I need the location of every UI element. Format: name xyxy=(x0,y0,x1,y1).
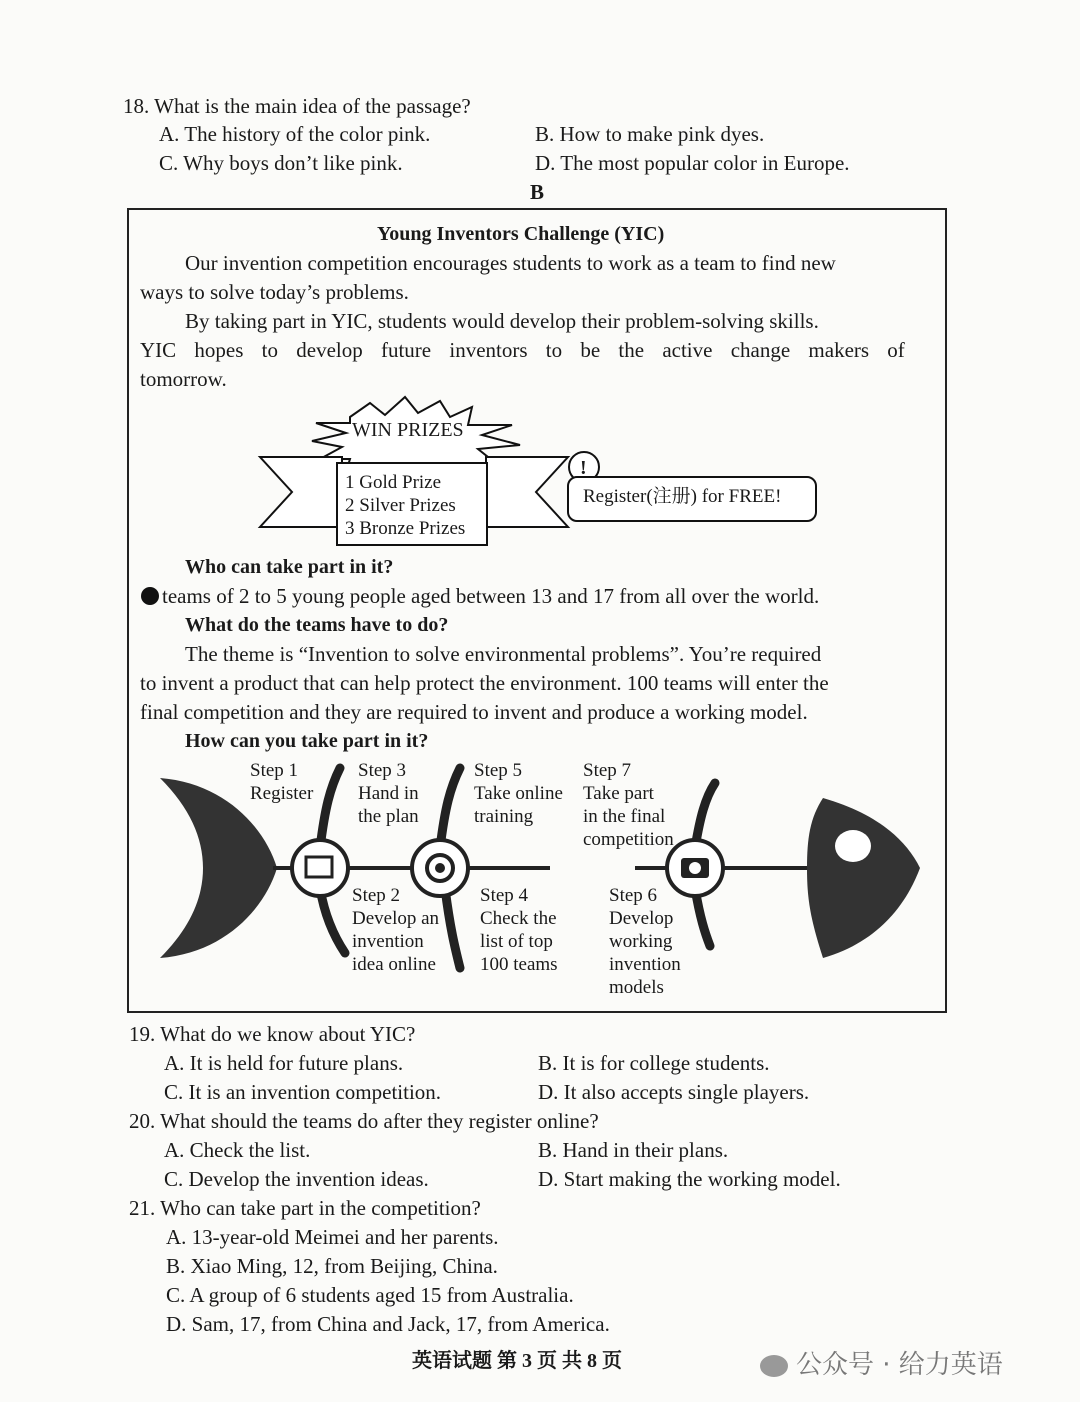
step7-text-3: competition xyxy=(583,829,674,850)
step6-text-3: invention xyxy=(609,954,681,975)
fish-head xyxy=(807,798,920,958)
ribbon-left xyxy=(260,457,342,527)
step3-text-1: Hand in xyxy=(358,783,419,804)
who-text: teams of 2 to 5 young people aged between 13 and 17 from all over the world. xyxy=(162,584,820,608)
rib-4-down xyxy=(445,888,460,968)
watermark xyxy=(760,1344,1003,1381)
register-text: Register(注册) for FREE! xyxy=(583,486,782,507)
step5-text-2: training xyxy=(474,806,534,827)
q20-option-b: B. Hand in their plans. xyxy=(538,1138,729,1162)
rib-1-up xyxy=(320,768,340,848)
fish-tail xyxy=(160,778,277,958)
step7-text-2: in the final xyxy=(583,806,666,827)
intro-line-2: ways to solve today’s problems. xyxy=(140,280,409,304)
step5-text-1: Take online xyxy=(474,783,563,804)
step1-title: Step 1 xyxy=(250,760,299,781)
who-heading: Who can take part in it? xyxy=(185,556,394,578)
q21-option-a: A. 13-year-old Meimei and her parents. xyxy=(166,1225,499,1249)
fish-eye xyxy=(835,830,871,862)
prizes-banner-text: WIN PRIZES xyxy=(352,419,464,441)
prize-gold: 1 Gold Prize xyxy=(345,472,442,493)
step6-text-4: models xyxy=(609,977,664,998)
q18-option-c: C. Why boys don’t like pink. xyxy=(159,151,403,175)
how-heading: How can you take part in it? xyxy=(185,730,429,752)
step6-text-2: working xyxy=(609,931,673,952)
prize-bronze: 3 Bronze Prizes xyxy=(345,518,466,539)
intro-line-5: tomorrow. xyxy=(140,367,227,391)
section-label: B xyxy=(530,180,545,204)
q21-option-d: D. Sam, 17, from China and Jack, 17, from America. xyxy=(166,1312,610,1336)
step7-text-1: Take part xyxy=(583,783,654,804)
intro-line-3: By taking part in YIC, students would develop their problem-solving skills. xyxy=(185,309,819,333)
q19-option-d: D. It also accepts single players. xyxy=(538,1080,810,1104)
watermark-text: 公众号 · 给力英语 xyxy=(796,1350,1003,1380)
q18-option-a: A. The history of the color pink. xyxy=(159,122,431,146)
q21-option-b: B. Xiao Ming, 12, from Beijing, China. xyxy=(166,1254,498,1278)
step3-text-2: the plan xyxy=(358,806,419,827)
what-line-3: final competition and they are required to invent and produce a working model. xyxy=(140,700,808,724)
q19-option-a: A. It is held for future plans. xyxy=(164,1051,404,1075)
step2-text-2: invention xyxy=(352,931,424,952)
intro-line-1: Our invention competition encourages students to work as a team to find new xyxy=(185,251,836,275)
notice-title: Young Inventors Challenge (YIC) xyxy=(377,223,665,245)
step4-title: Step 4 xyxy=(480,885,529,906)
step4-text-1: Check the xyxy=(480,908,557,929)
step5-title: Step 5 xyxy=(474,760,523,781)
q18-option-d: D. The most popular color in Europe. xyxy=(535,151,850,175)
q21-option-c: C. A group of 6 students aged 15 from Australia. xyxy=(166,1283,574,1307)
alert-mark: ! xyxy=(580,457,587,479)
q19-option-b: B. It is for college students. xyxy=(538,1051,770,1075)
step2-text-1: Develop an xyxy=(352,908,440,929)
q21-stem: 21. Who can take part in the competition? xyxy=(129,1196,481,1220)
q20-option-a: A. Check the list. xyxy=(164,1138,311,1162)
bullet-dot xyxy=(141,587,159,605)
intro-line-4: YIC hopes to develop future inventors to be the active change makers of xyxy=(140,338,905,362)
step1-text: Register xyxy=(250,783,314,804)
q19-option-c: C. It is an invention competition. xyxy=(164,1080,442,1104)
step3-title: Step 3 xyxy=(358,760,407,781)
what-line-1: The theme is “Invention to solve environmental problems”. You’re required xyxy=(185,642,822,666)
ribbon-right xyxy=(486,457,568,527)
q19-stem: 19. What do we know about YIC? xyxy=(129,1022,416,1046)
rib-3-up xyxy=(440,768,460,848)
q18-option-b: B. How to make pink dyes. xyxy=(535,122,765,146)
step4-text-3: 100 teams xyxy=(480,954,558,975)
step2-title: Step 2 xyxy=(352,885,401,906)
node-1 xyxy=(292,840,348,896)
prize-graphic xyxy=(250,395,830,550)
q20-option-d: D. Start making the working model. xyxy=(538,1167,841,1191)
q20-stem: 20. What should the teams do after they register online? xyxy=(129,1109,599,1133)
step2-text-3: idea online xyxy=(352,954,436,975)
step7-title: Step 7 xyxy=(583,760,632,781)
prize-silver: 2 Silver Prizes xyxy=(345,495,456,516)
q20-option-c: C. Develop the invention ideas. xyxy=(164,1167,429,1191)
step4-text-2: list of top xyxy=(480,931,553,952)
page-footer: 英语试题 第 3 页 共 8 页 xyxy=(412,1350,622,1372)
step6-title: Step 6 xyxy=(609,885,658,906)
wechat-icon xyxy=(760,1355,788,1377)
what-heading: What do the teams have to do? xyxy=(185,614,449,636)
what-line-2: to invent a product that can help protect the environment. 100 teams will enter the xyxy=(140,671,829,695)
q18-stem: 18. What is the main idea of the passage? xyxy=(123,94,471,118)
step6-text-1: Develop xyxy=(609,908,674,929)
